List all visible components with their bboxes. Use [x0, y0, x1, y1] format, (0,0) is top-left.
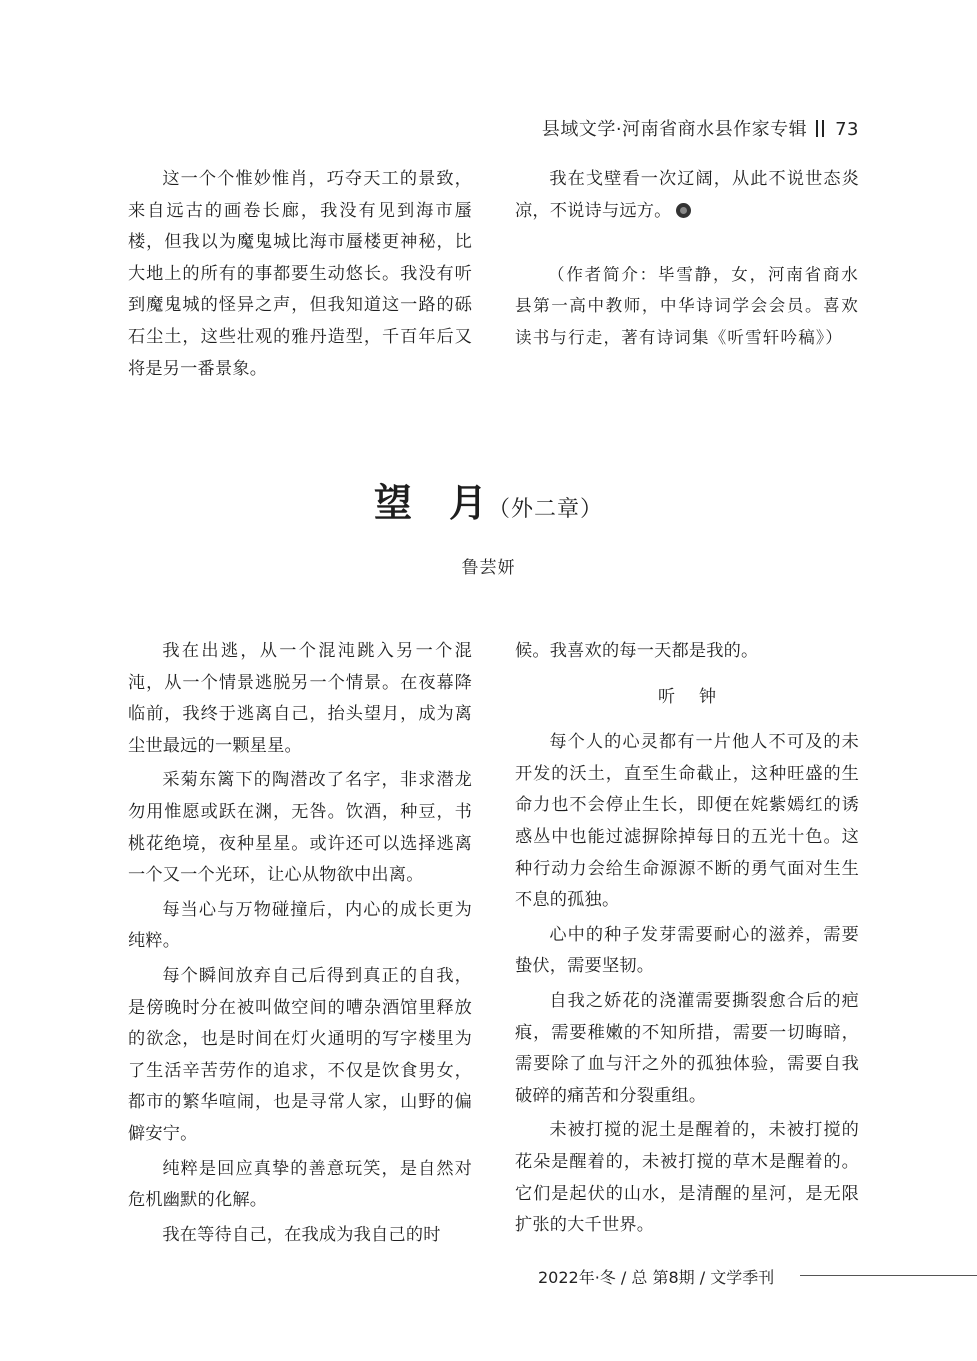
footer-rule [800, 1275, 977, 1276]
article-left-column [128, 636, 472, 1251]
paragraph: 我在等待自己，在我成为我自己的时 [162, 1224, 441, 1245]
paragraph: 自我之娇花的浇灌需要撕裂愈合后的疤痕，需要稚嫩的不知所措，需要一切晦暗，需要除了血与汗之外的孤独体验，需要自我破碎的痛苦和分裂重组。 [515, 990, 859, 1106]
paragraph-text: 我在戈壁看一次辽阔，从此不说世态炎凉，不说诗与远方。 [515, 169, 859, 221]
paragraph: 每当心与万物碰撞后，内心的成长更为纯粹。 [128, 899, 472, 952]
running-header [542, 115, 859, 141]
author-bio: （作者简介：毕雪静，女，河南省商水县第一高中教师，中华诗词学会会员。喜欢读书与行走，著有诗词集《听雪轩吟稿》） [515, 264, 859, 347]
paragraph: 纯粹是回应真挚的善意玩笑，是自然对危机幽默的化解。 [128, 1158, 472, 1211]
footer-issue: 2022年·冬 / 总 第8期 / 文学季刊 [538, 1268, 775, 1287]
header-divider [814, 119, 826, 140]
article-author: 鲁芸妍 [461, 558, 516, 578]
section-title: 听 钟 [658, 686, 716, 707]
article-title [0, 472, 977, 527]
page-number: 73 [835, 119, 859, 140]
paragraph [515, 164, 859, 227]
running-title: 县域文学·河南省商水县作家专辑 [541, 119, 808, 140]
paragraph: 采菊东篱下的陶潜改了名字，非求潜龙勿用惟愿或跃在渊，无咎。饮酒，种豆，书桃花绝境，夜种星星。或许还可以选择逃离一个又一个光环，让心从物欲中出离。 [128, 770, 472, 886]
paragraph: 我在出逃，从一个混沌跳入另一个混沌，从一个情景逃脱另一个情景。在夜幕降临前，我终于逃离自己，抬头望月，成为离尘世最远的一颗星星。 [128, 641, 472, 756]
paragraph: 未被打搅的泥土是醒着的，未被打搅的花朵是醒着的，未被打搅的草木是醒着的。它们是起伏的山水，是清醒的星河，是无限扩张的大千世界。 [515, 1120, 859, 1236]
end-mark-icon [676, 203, 691, 218]
title-subtitle: （外二章） [488, 497, 604, 522]
paragraph: 每个瞬间放弃自己后得到真正的自我，是傍晚时分在被叫做空间的嘈杂酒馆里释放的欲念，也是时间在灯火通明的写字楼里为了生活辛苦劳作的追求，不仅是饮食男女，都市的繁华喧闹，也是寻常人家，山野的偏僻安宁。 [128, 965, 472, 1144]
previous-article-right-column [515, 164, 859, 354]
previous-article-left-column [128, 164, 472, 385]
article-right-column [515, 636, 859, 1242]
paragraph: 每个人的心灵都有一片他人不可及的未开发的沃土，直至生命截止，这种旺盛的生命力也不会停止生长，即便在姹紫嫣红的诱惑丛中也能过滤摒除掉每日的五光十色。这种行动力会给生命源源不断的勇气面对生生不息的孤独。 [515, 732, 859, 911]
paragraph-continuation: 候。我喜欢的每一天都是我的。 [515, 641, 759, 661]
paragraph: 这一个个惟妙惟肖，巧夺天工的景致，来自远古的画卷长廊，我没有见到海市蜃楼，但我以为魔鬼城比海市蜃楼更神秘，比大地上的所有的事都要生动悠长。我没有听到魔鬼城的怪异之声，但我知道这一路的砾石尘土，这些壮观的雅丹造型，千百年后又将是另一番景象。 [128, 169, 472, 379]
paragraph: 心中的种子发芽需要耐心的滋养，需要蛰伏，需要坚韧。 [515, 924, 859, 977]
title-main: 望 月 [373, 481, 488, 525]
